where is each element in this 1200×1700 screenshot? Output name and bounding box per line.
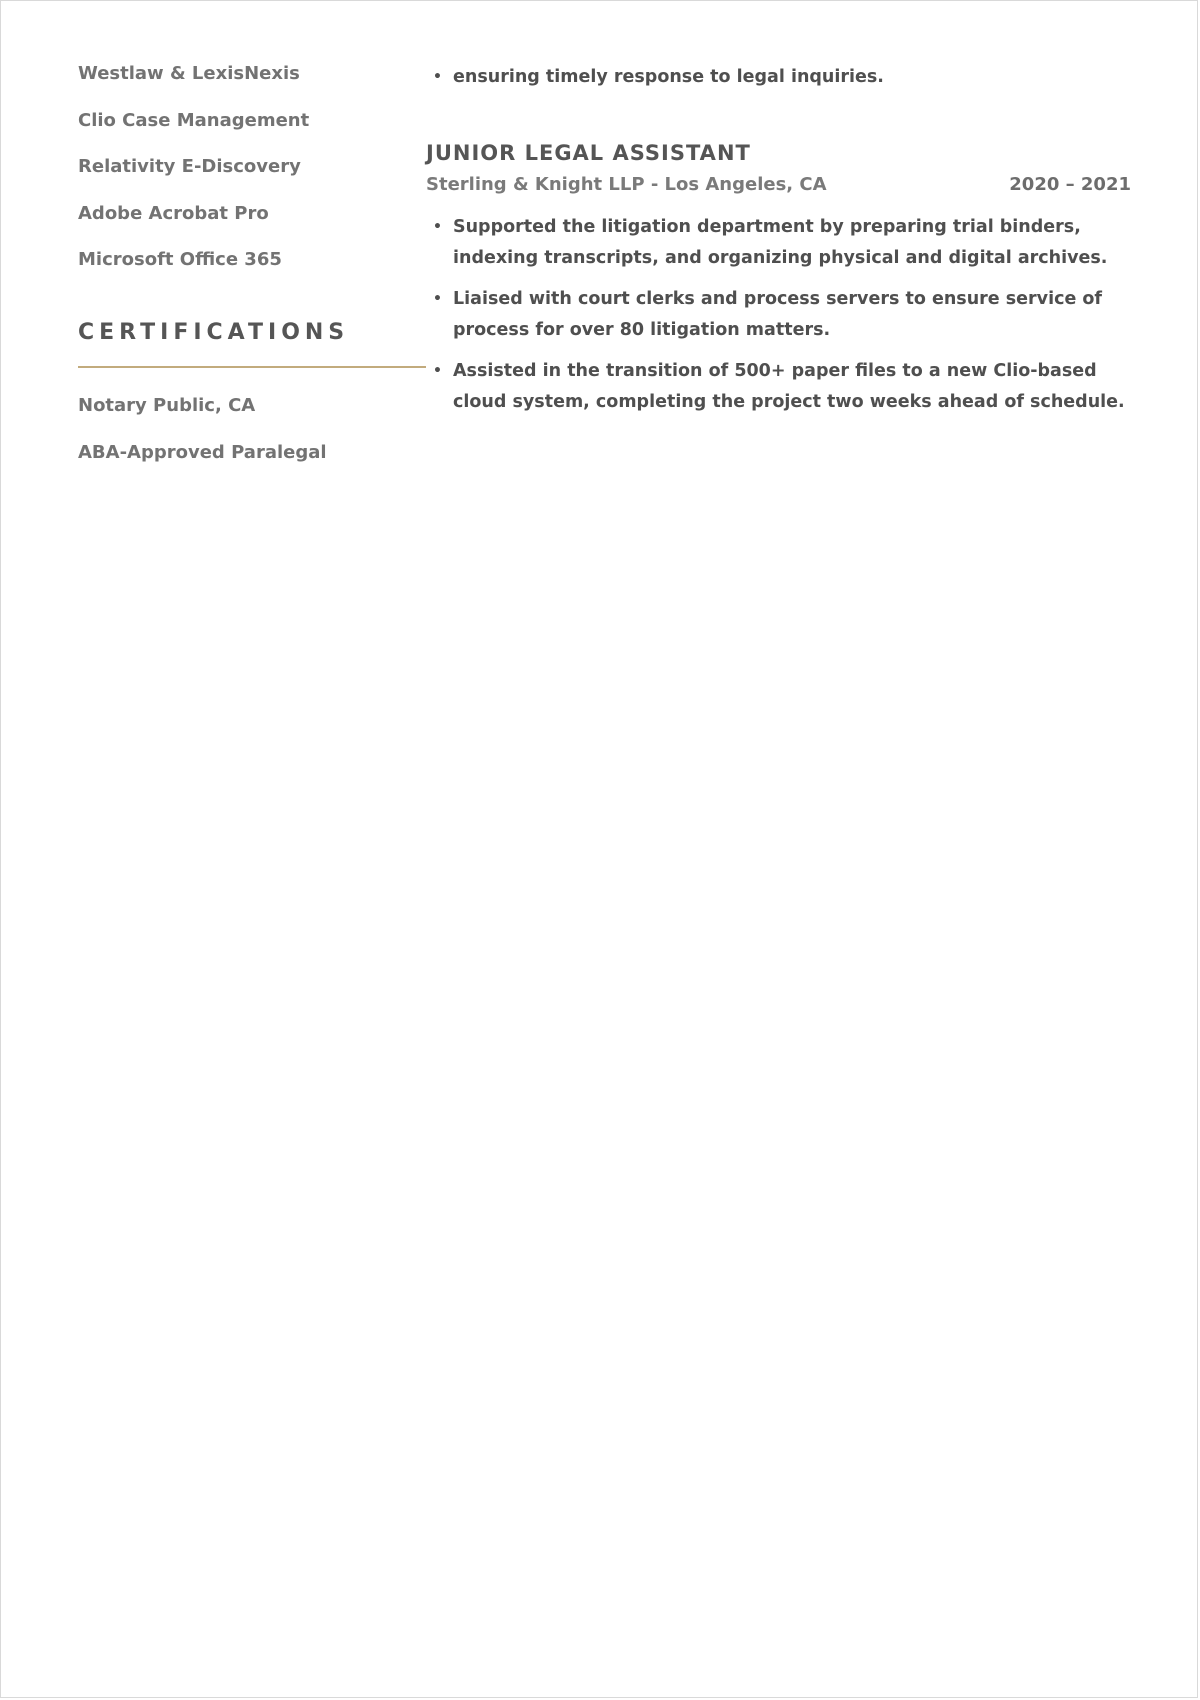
bullet-text: ensuring timely response to legal inquiries. — [453, 67, 884, 87]
skills-list — [78, 62, 426, 272]
job-bullets — [426, 212, 1131, 418]
bullet-text: Liaised with court clerks and process servers to ensure service of process for over 80 litigation matters. — [453, 289, 1103, 340]
certifications-heading: CERTIFICATIONS — [78, 320, 350, 345]
previous-job-bullets — [426, 62, 1131, 93]
bullet-item — [426, 62, 1131, 93]
certifications-list — [78, 394, 426, 465]
skill-item: Westlaw & LexisNexis — [78, 63, 300, 84]
skill-item: Microsoft Office 365 — [78, 249, 282, 270]
sidebar — [78, 62, 426, 487]
job-title: JUNIOR LEGAL ASSISTANT — [426, 141, 751, 165]
bullet-text: Supported the litigation department by preparing trial binders, indexing transcripts, and organizing physical and digital archives. — [453, 217, 1108, 268]
bullet-item — [426, 356, 1131, 418]
bullet-item — [426, 284, 1131, 346]
job-employer: Sterling & Knight LLP - Los Angeles, CA — [426, 174, 827, 195]
skill-item: Adobe Acrobat Pro — [78, 202, 269, 224]
bullet-icon: • — [433, 219, 442, 235]
job-dates: 2020 – 2021 — [1009, 174, 1131, 195]
certification-item: Notary Public, CA — [78, 395, 256, 416]
skill-item: Relativity E-Discovery — [78, 156, 301, 177]
bullet-icon: • — [433, 363, 442, 379]
bullet-text: Assisted in the transition of 500+ paper files to a new Clio-based cloud system, completing the project two weeks ahead of schedule. — [453, 361, 1125, 412]
certification-item: ABA-Approved Paralegal — [78, 441, 327, 463]
skill-item: Clio Case Management — [78, 109, 310, 131]
bullet-item — [426, 212, 1131, 274]
bullet-icon: • — [433, 69, 442, 85]
section-divider — [78, 366, 426, 368]
experience-column — [426, 62, 1131, 428]
bullet-icon: • — [433, 291, 442, 307]
job-meta — [426, 172, 1131, 198]
